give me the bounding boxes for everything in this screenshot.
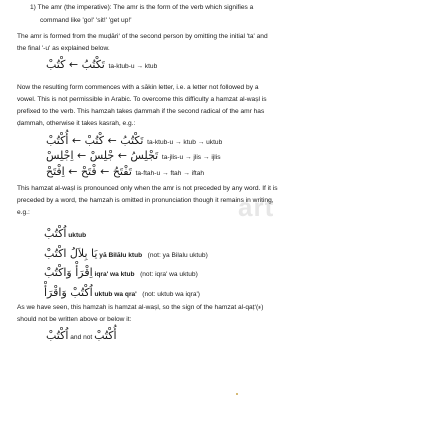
paragraph-3-line-3 [17, 209, 30, 217]
example-2-row-3-arabic: تَفْتَحُ ← فْتَحْ ← اِفْتَحْ [46, 165, 132, 178]
para1-l2-text: the final '-u' as explained below. [17, 45, 110, 52]
example-2-row-2 [46, 150, 221, 163]
example-3-row-3-translit: iqra' wa ktub [94, 271, 135, 278]
example-3-row-2-translit: yā Bilālu ktub [99, 252, 143, 259]
para1-l1-text: The amr is formed from the muḍāri‘ of the second person by omitting the initial 'ta' and [17, 33, 268, 40]
para3-l2-text: preceded by a word, the hamzah is omitted in pronunciation though it remains in writing, [17, 197, 274, 204]
example-1-translit: ta-ktub-u → ktub [108, 63, 158, 70]
paragraph-3-line-2 [17, 197, 274, 205]
example-3-row-2-note: (not: ya Bilalu uktub) [147, 252, 208, 259]
example-2-row-1-translit: ta-ktub-u → ktub → uktub [147, 139, 223, 146]
example-3-row-4-arabic: اُكْتُبْ وَاقْرَأْ [44, 286, 93, 299]
example-2-row-1-arabic: تَكْتُبُ ← كْتُبْ ← أُكْتُبْ [46, 134, 144, 147]
para3-l3-text: e.g.: [17, 209, 30, 216]
example-3-row-4-translit: uktub wa qra' [94, 291, 137, 298]
example-3-row-4-note: (not: uktub wa iqra') [142, 291, 200, 298]
example-3-row-3-note: (not: iqra' wa uktub) [140, 271, 198, 278]
para3-l1-text: This hamzat al-waṣl is pronounced only when the amr is not preceded by any word. If it is [17, 185, 278, 192]
para2-l3-text: prefixed to the verb. This hamzah takes ḍammah if the second radical of the amr has [17, 108, 265, 115]
section1-line2-text: command like 'go!' 'sit!' 'get up!' [40, 17, 132, 24]
para2-l4-text: ḍammah, otherwise it takes kasrah, e.g.: [17, 120, 136, 127]
section1-line1-text: 1) The amr (the imperative): The amr is the form of the verb which signifies a [30, 4, 254, 11]
example-3-row-2 [44, 248, 208, 261]
paragraph-2-line-1 [17, 84, 259, 92]
example-2-row-3-translit: ta-ftah-u → ftah → iftah [135, 170, 205, 177]
section-heading-line-1 [30, 4, 253, 12]
example-3-row-3-arabic: اِقْرَأْ وَاكْتُبْ [44, 266, 93, 279]
paragraph-2-line-2 [17, 96, 267, 104]
para4-l2-text: should not be written above or below it: [17, 316, 132, 323]
paragraph-2-line-3 [17, 108, 264, 116]
example-3-row-4 [44, 287, 200, 300]
paragraph-4-line-2 [17, 316, 131, 324]
example-4-incorrect-arabic: أُكْتُبْ [94, 329, 117, 342]
example-4-and-not: and not [70, 334, 93, 341]
example-2-row-2-arabic: تَجْلِسُ ← جْلِسْ ← اِجْلِسْ [46, 149, 159, 162]
example-3-row-1 [44, 228, 86, 241]
example-2-row-1 [46, 135, 222, 148]
example-3-row-2-arabic: يَا بِلاَلُ اكْتُبْ [44, 247, 98, 260]
example-3-row-1-translit: uktub [68, 232, 87, 239]
paragraph-4-line-1 [17, 304, 263, 312]
example-4 [46, 330, 117, 343]
para4-l1-text: As we have seen, this hamzah is hamzat al-waṣl, so the sign of the hamzat al-qaṭ‘(ء) [17, 304, 264, 311]
paragraph-3-line-1 [17, 185, 278, 193]
paragraph-1-line-2 [17, 45, 110, 53]
example-4-correct-arabic: اُكْتُبْ [46, 329, 69, 342]
paragraph-2-line-4 [17, 120, 135, 128]
decorative-dot [236, 393, 238, 395]
paragraph-1-line-1 [17, 33, 268, 41]
para2-l1-text: Now the resulting form commences with a sākin letter, i.e. a letter not followed by a [17, 84, 259, 91]
watermark: art [238, 192, 275, 222]
section-heading-line-2 [40, 17, 131, 25]
example-1 [46, 59, 157, 72]
example-2-row-3 [46, 166, 204, 179]
para2-l2-text: vowel. This is not permissible in Arabic. To overcome this difficulty a hamzat al-waṣl is [17, 96, 267, 103]
example-1-arabic: تَكْتُبُ ← كْتُبْ [46, 58, 105, 71]
example-2-row-2-translit: ta-jlis-u → jlis → ijlis [161, 154, 221, 161]
example-3-row-1-arabic: اُكْتُبْ [44, 227, 67, 240]
example-3-row-3 [44, 267, 198, 280]
